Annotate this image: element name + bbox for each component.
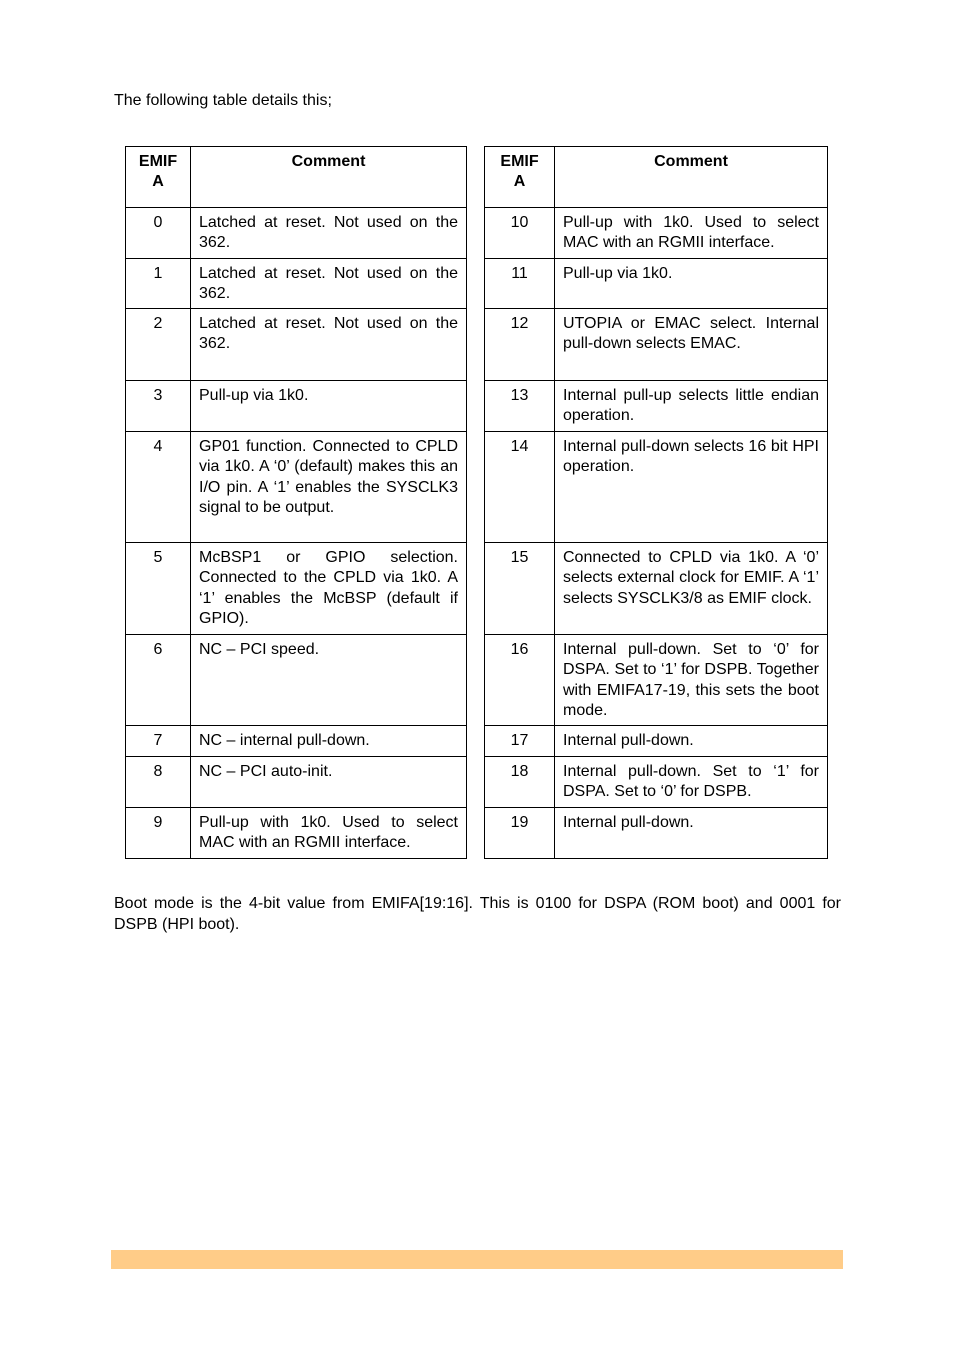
table-row xyxy=(485,726,828,757)
emif-number: 17 xyxy=(485,726,555,757)
emif-number: 12 xyxy=(485,309,555,381)
emif-number: 15 xyxy=(485,543,555,635)
table-row xyxy=(485,757,828,808)
table-row xyxy=(126,726,467,757)
table-row xyxy=(485,635,828,726)
emif-comment: Internal pull-down. xyxy=(555,726,828,757)
emif-table-left xyxy=(125,146,467,859)
table-header-row xyxy=(126,147,467,208)
emif-comment: Pull-up with 1k0. Used to select MAC with an RGMII interface. xyxy=(555,208,828,259)
emif-header: EMIF A xyxy=(485,147,555,208)
emif-number: 9 xyxy=(126,808,191,859)
emif-comment: Internal pull-down. Set to ‘1’ for DSPA. Set to ‘0’ for DSPB. xyxy=(555,757,828,808)
emif-number: 0 xyxy=(126,208,191,259)
emif-comment: Pull-up via 1k0. xyxy=(555,259,828,309)
table-row xyxy=(485,381,828,432)
table-header-row xyxy=(485,147,828,208)
emif-number: 6 xyxy=(126,635,191,726)
emif-number: 18 xyxy=(485,757,555,808)
emif-comment: Connected to CPLD via 1k0. A ‘0’ selects external clock for EMIF. A ‘1’ selects SYSCLK3/8 as EMIF clock. xyxy=(555,543,828,635)
emif-comment: Internal pull-down selects 16 bit HPI operation. xyxy=(555,432,828,543)
table-row xyxy=(485,432,828,543)
emif-number: 13 xyxy=(485,381,555,432)
table-row xyxy=(126,635,467,726)
table-row xyxy=(126,259,467,309)
emif-number: 11 xyxy=(485,259,555,309)
emif-number: 19 xyxy=(485,808,555,859)
emif-number: 7 xyxy=(126,726,191,757)
table-row xyxy=(126,757,467,808)
table-row xyxy=(485,309,828,381)
emif-number: 3 xyxy=(126,381,191,432)
emif-comment: Internal pull-up selects little endian operation. xyxy=(555,381,828,432)
emif-number: 8 xyxy=(126,757,191,808)
emif-number: 4 xyxy=(126,432,191,543)
emif-number: 16 xyxy=(485,635,555,726)
table-row xyxy=(126,208,467,259)
table-row xyxy=(485,808,828,859)
emif-comment: UTOPIA or EMAC select. Internal pull-down selects EMAC. xyxy=(555,309,828,381)
table-row xyxy=(485,208,828,259)
emif-comment: Latched at reset. Not used on the 362. xyxy=(191,259,467,309)
emif-comment: McBSP1 or GPIO selection. Connected to the CPLD via 1k0. A ‘1’ enables the McBSP (default if GPIO). xyxy=(191,543,467,635)
emif-number: 14 xyxy=(485,432,555,543)
table-row xyxy=(485,543,828,635)
table-row xyxy=(126,432,467,543)
emif-header: EMIF A xyxy=(126,147,191,208)
table-row xyxy=(126,309,467,381)
comment-header: Comment xyxy=(191,147,467,208)
emif-comment: Pull-up via 1k0. xyxy=(191,381,467,432)
comment-header: Comment xyxy=(555,147,828,208)
emif-comment: Internal pull-down. xyxy=(555,808,828,859)
footer-bar xyxy=(111,1250,843,1269)
emif-table-right xyxy=(484,146,828,859)
emif-number: 5 xyxy=(126,543,191,635)
intro-text: The following table details this; xyxy=(114,92,332,109)
emif-comment: NC – PCI speed. xyxy=(191,635,467,726)
table-row xyxy=(126,381,467,432)
emif-number: 2 xyxy=(126,309,191,381)
table-row xyxy=(126,543,467,635)
emif-number: 10 xyxy=(485,208,555,259)
emif-comment: Internal pull-down. Set to ‘0’ for DSPA. Set to ‘1’ for DSPB. Together with EMIFA17-19, this sets the boot mode. xyxy=(555,635,828,726)
emif-comment: GP01 function. Connected to CPLD via 1k0. A ‘0’ (default) makes this an I/O pin. A ‘1’ enables the SYSCLK3 signal to be output. xyxy=(191,432,467,543)
emif-comment: Latched at reset. Not used on the 362. xyxy=(191,208,467,259)
emif-number: 1 xyxy=(126,259,191,309)
table-row xyxy=(485,259,828,309)
boot-mode-paragraph: Boot mode is the 4-bit value from EMIFA[19:16]. This is 0100 for DSPA (ROM boot) and 0001 for DSPB (HPI boot). xyxy=(114,895,841,933)
emif-comment: Latched at reset. Not used on the 362. xyxy=(191,309,467,381)
emif-comment: Pull-up with 1k0. Used to select MAC with an RGMII interface. xyxy=(191,808,467,859)
emif-comment: NC – internal pull-down. xyxy=(191,726,467,757)
emif-comment: NC – PCI auto-init. xyxy=(191,757,467,808)
table-row xyxy=(126,808,467,859)
